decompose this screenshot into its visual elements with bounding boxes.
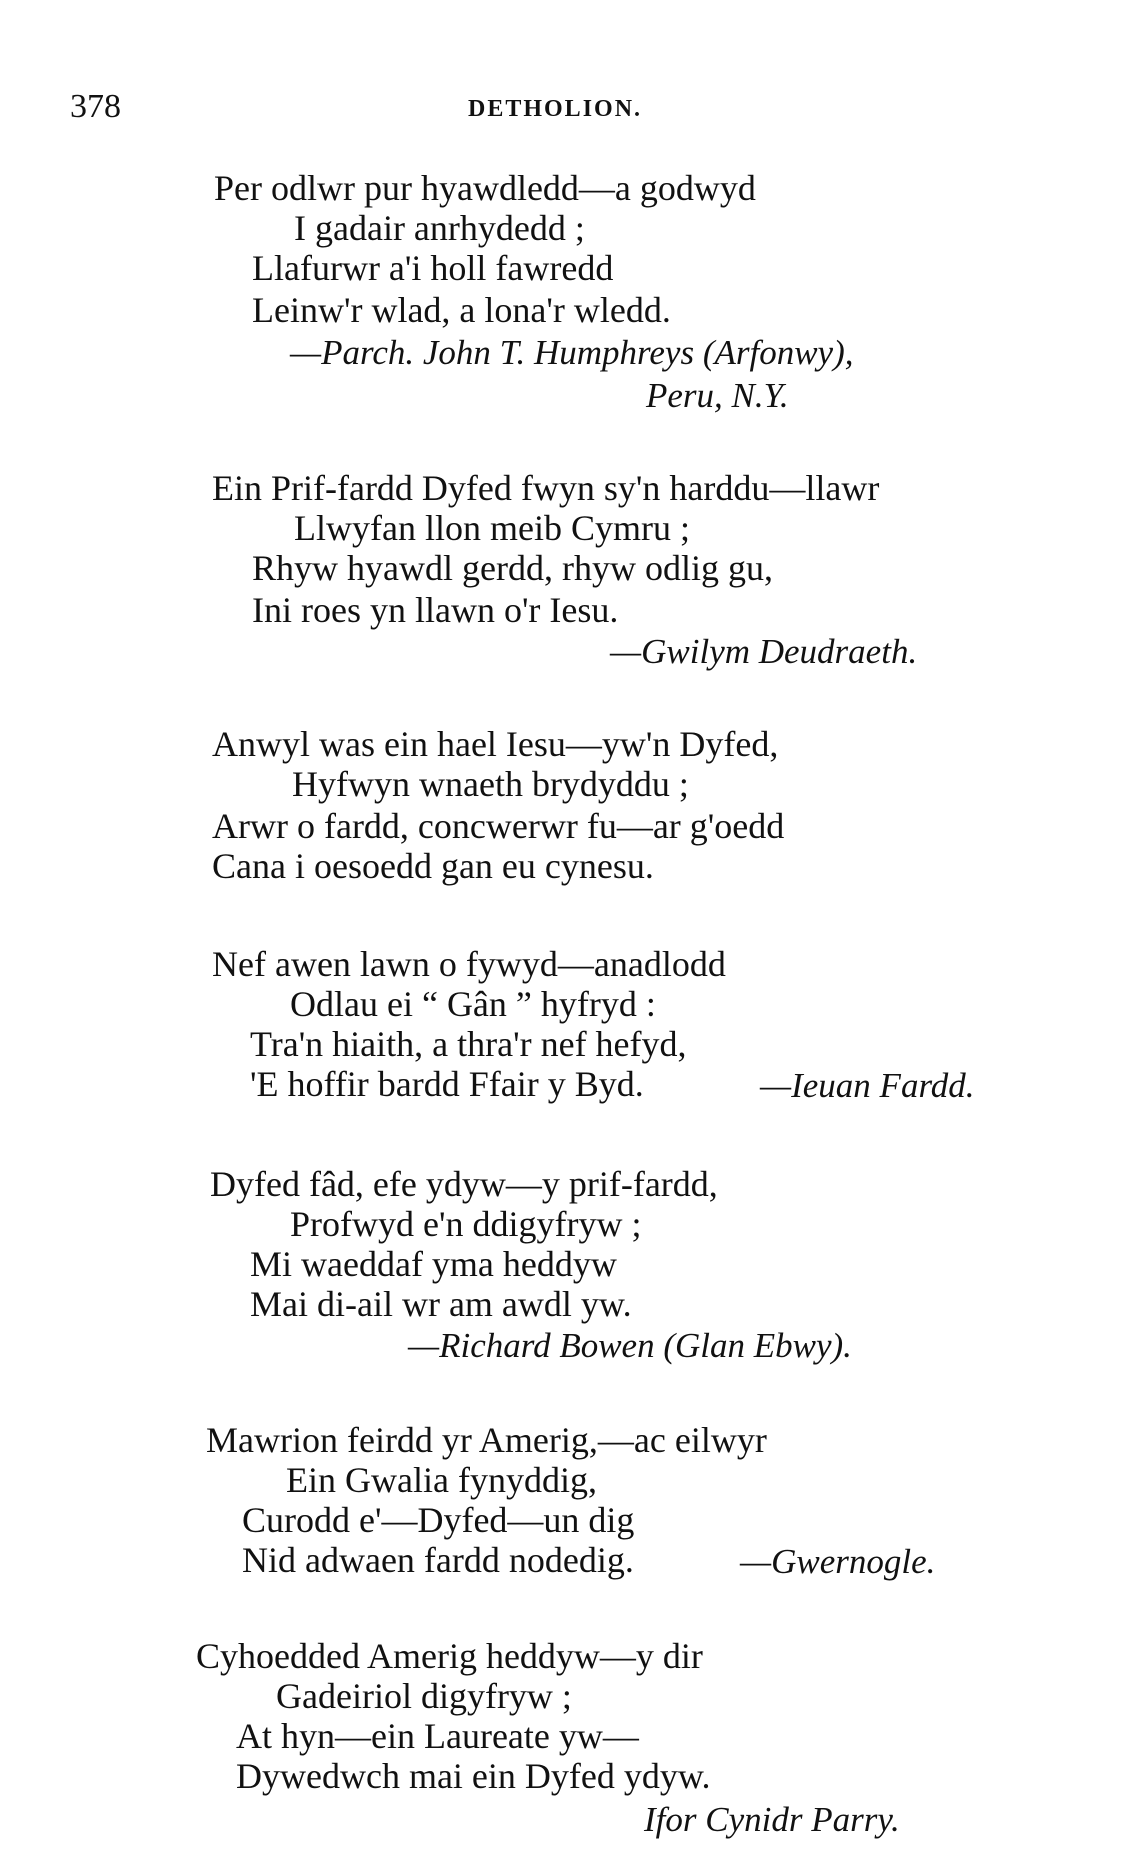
attribution: —Parch. John T. Humphreys (Arfonwy),: [290, 333, 854, 372]
verse-line: Curodd e'—Dyfed—un dig: [242, 1500, 635, 1540]
attribution: —Ieuan Fardd.: [760, 1066, 975, 1105]
verse-line: Llwyfan llon meib Cymru ;: [294, 508, 690, 548]
verse-line: Per odlwr pur hyawdledd—a godwyd: [214, 168, 756, 208]
verse-line: Ein Prif-fardd Dyfed fwyn sy'n harddu—llawr: [212, 468, 880, 508]
verse-line: Llafurwr a'i holl fawredd: [252, 248, 614, 288]
running-title: DETHOLION.: [468, 96, 643, 122]
verse-line: 'E hoffir bardd Ffair y Byd.: [250, 1064, 644, 1104]
attribution-place: Peru, N.Y.: [646, 376, 789, 415]
verse-line: I gadair anrhydedd ;: [294, 208, 585, 248]
verse-line: Dywedwch mai ein Dyfed ydyw.: [236, 1756, 711, 1796]
verse-line: Ini roes yn llawn o'r Iesu.: [252, 590, 619, 630]
verse-line: Dyfed fâd, efe ydyw—y prif-fardd,: [210, 1164, 718, 1204]
attribution: —Gwernogle.: [740, 1542, 936, 1581]
verse-line: Mi waeddaf yma heddyw: [250, 1244, 617, 1284]
verse-line: Odlau ei “ Gân ” hyfryd :: [290, 984, 656, 1024]
verse-line: At hyn—ein Laureate yw—: [236, 1716, 639, 1756]
verse-line: Nid adwaen fardd nodedig.: [242, 1540, 634, 1580]
attribution: Ifor Cynidr Parry.: [644, 1800, 900, 1839]
verse-line: Anwyl was ein hael Iesu—yw'n Dyfed,: [212, 724, 779, 764]
verse-line: Gadeiriol digyfryw ;: [276, 1676, 572, 1716]
verse-line: Cyhoedded Amerig heddyw—y dir: [196, 1636, 703, 1676]
verse-line: Cana i oesoedd gan eu cynesu.: [212, 846, 654, 886]
attribution: —Gwilym Deudraeth.: [610, 632, 918, 671]
verse-line: Leinw'r wlad, a lona'r wledd.: [252, 290, 671, 330]
verse-line: Mawrion feirdd yr Amerig,—ac eilwyr: [206, 1420, 767, 1460]
verse-line: Hyfwyn wnaeth brydyddu ;: [292, 764, 689, 804]
verse-line: Ein Gwalia fynyddig,: [286, 1460, 597, 1500]
verse-line: Mai di-ail wr am awdl yw.: [250, 1284, 632, 1324]
verse-line: Rhyw hyawdl gerdd, rhyw odlig gu,: [252, 548, 773, 588]
page-number: 378: [70, 88, 121, 125]
verse-line: Profwyd e'n ddigyfryw ;: [290, 1204, 642, 1244]
attribution: —Richard Bowen (Glan Ebwy).: [408, 1326, 852, 1365]
verse-line: Nef awen lawn o fywyd—anadlodd: [212, 944, 726, 984]
page-header: [0, 88, 1125, 138]
verse-line: Arwr o fardd, concwerwr fu—ar g'oedd: [212, 806, 785, 846]
verse-line: Tra'n hiaith, a thra'r nef hefyd,: [250, 1024, 687, 1064]
